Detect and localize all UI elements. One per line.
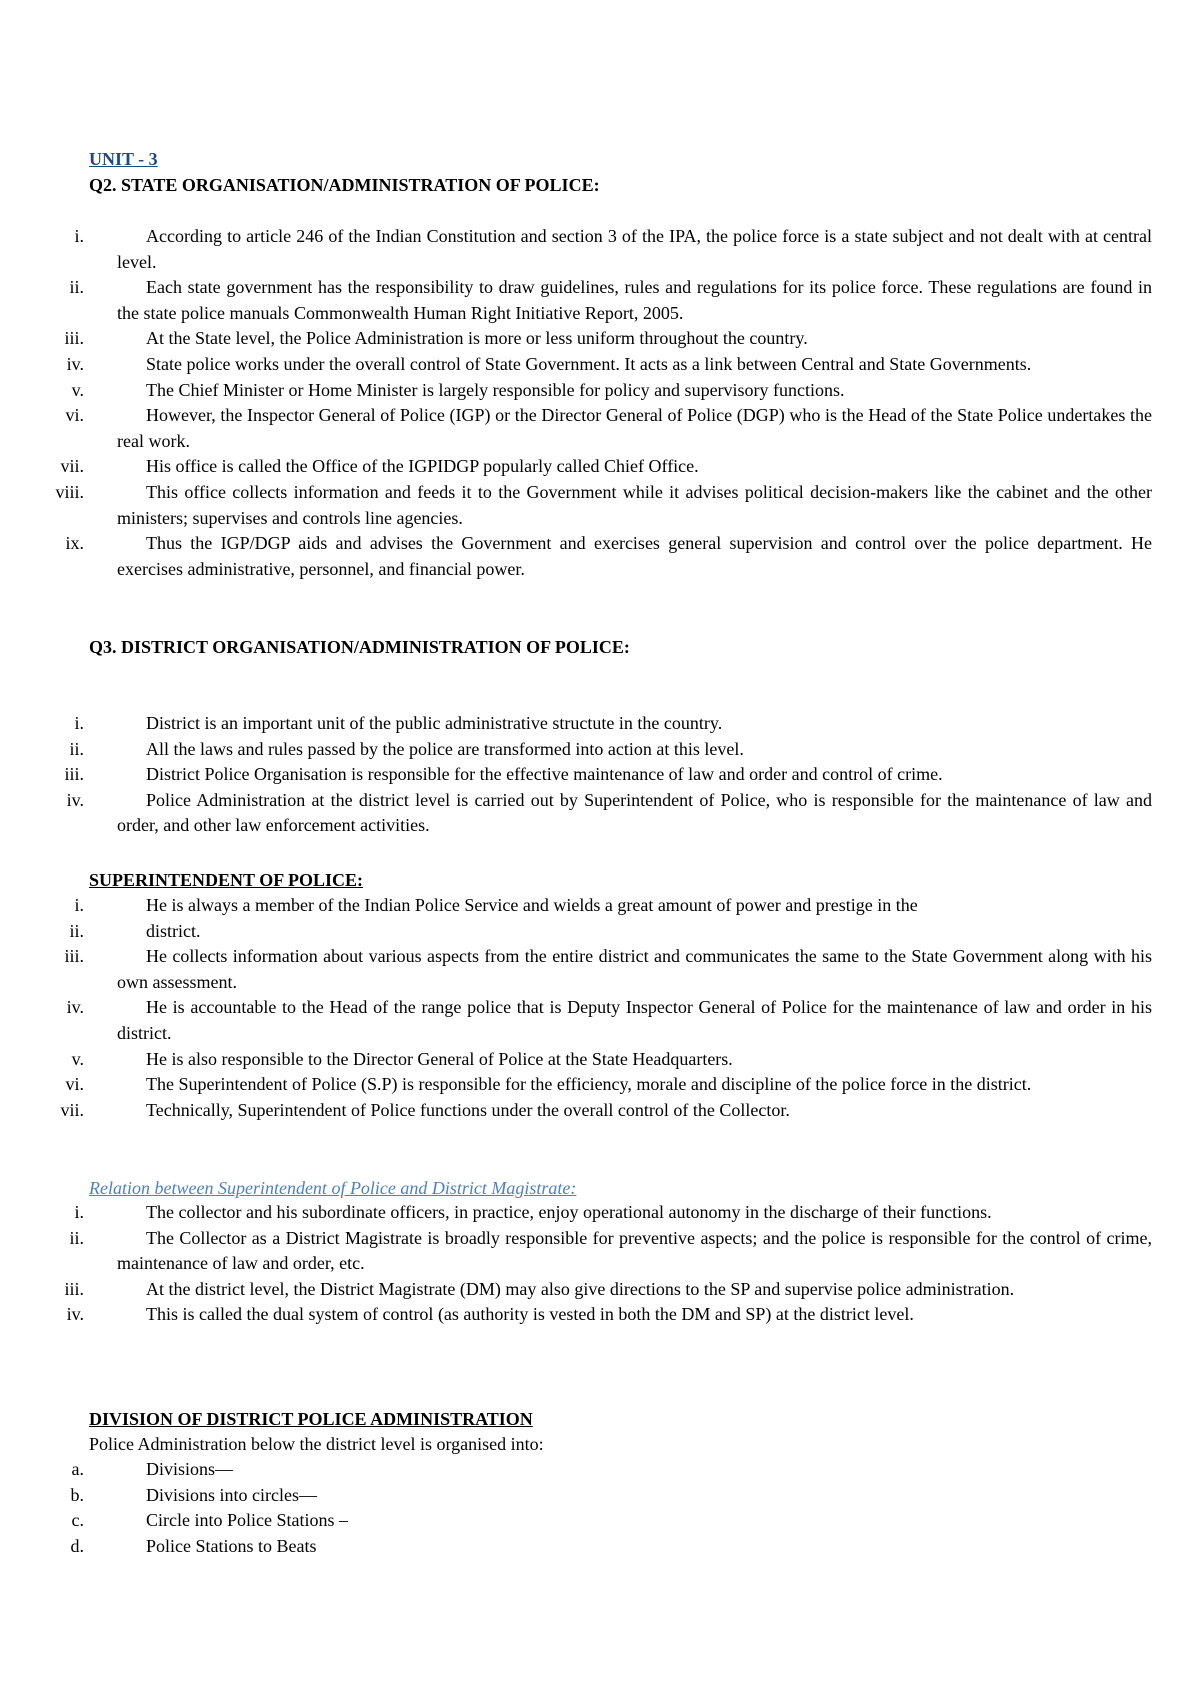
list-item-number: ii. (69, 920, 84, 941)
division-heading: DIVISION OF DISTRICT POLICE ADMINISTRATION (89, 1409, 533, 1429)
list-item-text: The collector and his subordinate officers, in practice, enjoy operational autonomy in the discharge of their functions. (146, 1202, 992, 1222)
list-item-number: i. (74, 1202, 84, 1222)
list-item (0, 454, 1152, 480)
list-item-number: i. (74, 226, 84, 246)
list-item-number: vii. (60, 1099, 84, 1120)
list-item-text: According to article 246 of the Indian Constitution and section 3 of the IPA, the police force is a state subject and not dealt with at central level. (117, 226, 1152, 272)
list-item-text: This is called the dual system of control (as authority is vested in both the DM and SP) at the district level. (146, 1304, 914, 1325)
list-item-number: v. (71, 1048, 84, 1069)
list-item-text: Thus the IGP/DGP aids and advises the Government and exercises general supervision and control over the police department. He exercises administrative, personnel, and financial power. (117, 533, 1152, 579)
list-item (0, 275, 1152, 326)
list-item-number: iii. (64, 946, 84, 967)
list-item-number: i. (74, 895, 84, 915)
list-item-number: ii. (69, 277, 84, 298)
list-item (0, 711, 1152, 737)
list-item-number: a. (71, 1459, 84, 1479)
q3-heading: Q3. DISTRICT ORGANISATION/ADMINISTRATION OF POLICE: (89, 637, 630, 657)
list-item (0, 893, 1152, 919)
list-item (0, 378, 1152, 404)
list-item (0, 762, 1152, 788)
sp-heading: SUPERINTENDENT OF POLICE: (89, 870, 364, 890)
list-item (0, 352, 1152, 378)
list-item-text: He is always a member of the Indian Police Service and wields a great amount of power and prestige in the (146, 895, 918, 915)
list-item-number: ii. (69, 1227, 84, 1248)
list-item-number: b. (70, 1484, 84, 1505)
list-item (0, 919, 1152, 945)
list-item (0, 480, 1152, 531)
unit-heading: UNIT - 3 (89, 149, 158, 169)
list-item (0, 1483, 1152, 1509)
list-item-number: vi. (65, 1074, 84, 1095)
relation-list (0, 1200, 1152, 1328)
list-item (0, 403, 1152, 454)
list-item-text: District Police Organisation is responsible for the effective maintenance of law and order and control of crime. (146, 764, 943, 785)
list-item (0, 788, 1152, 839)
list-item-number: d. (70, 1535, 84, 1556)
list-item-text: The Superintendent of Police (S.P) is responsible for the efficiency, morale and discipline of the police force in the district. (146, 1074, 1032, 1095)
division-list (0, 1457, 1152, 1559)
list-item-number: vii. (60, 456, 84, 477)
list-item-text: The Chief Minister or Home Minister is largely responsible for policy and supervisory functions. (146, 379, 845, 400)
list-item-number: v. (71, 379, 84, 400)
list-item-text: State police works under the overall control of State Government. It acts as a link between Central and State Governments. (146, 353, 1032, 374)
list-item (0, 1302, 1152, 1328)
list-item-text: However, the Inspector General of Police (IGP) or the Director General of Police (DGP) who is the Head of the State Police undertakes the real work. (117, 405, 1152, 451)
sp-list (0, 893, 1152, 1123)
list-item-number: iii. (64, 1278, 84, 1299)
list-item (0, 1457, 1152, 1483)
list-item-text: At the district level, the District Magistrate (DM) may also give directions to the SP and supervise police administration. (146, 1278, 1015, 1299)
list-item-text: At the State level, the Police Administration is more or less uniform throughout the country. (146, 328, 808, 349)
list-item (0, 1200, 1152, 1226)
list-item (0, 1226, 1152, 1277)
list-item-text: Police Stations to Beats (146, 1535, 317, 1556)
list-item-text: Divisions into circles— (146, 1484, 317, 1505)
list-item (0, 1072, 1152, 1098)
list-item-text: His office is called the Office of the IGPIDGP popularly called Chief Office. (146, 456, 699, 477)
list-item-number: iii. (64, 764, 84, 785)
list-item-number: ix. (65, 533, 84, 554)
list-item-number: iii. (64, 328, 84, 349)
list-item (0, 1508, 1152, 1534)
list-item (0, 1098, 1152, 1124)
list-item-text: This office collects information and feeds it to the Government while it advises political decision-makers like the cabinet and the other ministers; supervises and controls line agencies. (117, 481, 1152, 528)
list-item-number: ii. (69, 738, 84, 759)
list-item-number: vi. (65, 405, 84, 426)
list-item-text: Police Administration at the district level is carried out by Superintendent of Police, who is responsible for the maintenance of law and order, and other law enforcement activities. (117, 789, 1152, 836)
list-item-number: iv. (66, 789, 84, 810)
list-item (0, 531, 1152, 582)
list-item-text: He is also responsible to the Director General of Police at the State Headquarters. (146, 1048, 733, 1069)
list-item (0, 944, 1152, 995)
list-item-text: Each state government has the responsibility to draw guidelines, rules and regulations for its police force. These regulations are found in the state police manuals Commonwealth Human Right Initiative Report, 2005. (117, 277, 1152, 323)
list-item-text: All the laws and rules passed by the police are transformed into action at this level. (146, 738, 744, 759)
list-item (0, 326, 1152, 352)
list-item-number: iv. (66, 997, 84, 1018)
list-item (0, 995, 1152, 1046)
list-item-text: Circle into Police Stations – (146, 1510, 348, 1531)
list-item (0, 224, 1152, 275)
list-item (0, 1534, 1152, 1560)
list-item (0, 737, 1152, 763)
list-item-text: District is an important unit of the public administrative structute in the country. (146, 713, 723, 733)
q2-list (0, 224, 1152, 582)
list-item (0, 1277, 1152, 1303)
list-item-text: He is accountable to the Head of the range police that is Deputy Inspector General of Police for the maintenance of law and order in his district. (117, 997, 1152, 1043)
q3-list (0, 711, 1152, 839)
list-item-number: iv. (66, 353, 84, 374)
list-item-number: i. (74, 713, 84, 733)
list-item-text: Divisions— (146, 1459, 234, 1479)
list-item-number: viii. (55, 481, 84, 502)
list-item (0, 1047, 1152, 1073)
list-item-text: The Collector as a District Magistrate is broadly responsible for preventive aspects; and the police is responsible for the control of crime, maintenance of law and order, etc. (117, 1227, 1152, 1274)
list-item-number: iv. (66, 1304, 84, 1325)
relation-heading: Relation between Superintendent of Police and District Magistrate: (89, 1178, 577, 1198)
list-item-text: district. (146, 920, 201, 941)
q2-heading: Q2. STATE ORGANISATION/ADMINISTRATION OF POLICE: (89, 175, 600, 195)
division-intro: Police Administration below the district level is organised into: (89, 1434, 544, 1454)
list-item-text: He collects information about various aspects from the entire district and communicates the same to the State Government along with his own assessment. (117, 946, 1152, 992)
list-item-number: c. (71, 1510, 84, 1531)
list-item-text: Technically, Superintendent of Police functions under the overall control of the Collector. (146, 1099, 790, 1120)
